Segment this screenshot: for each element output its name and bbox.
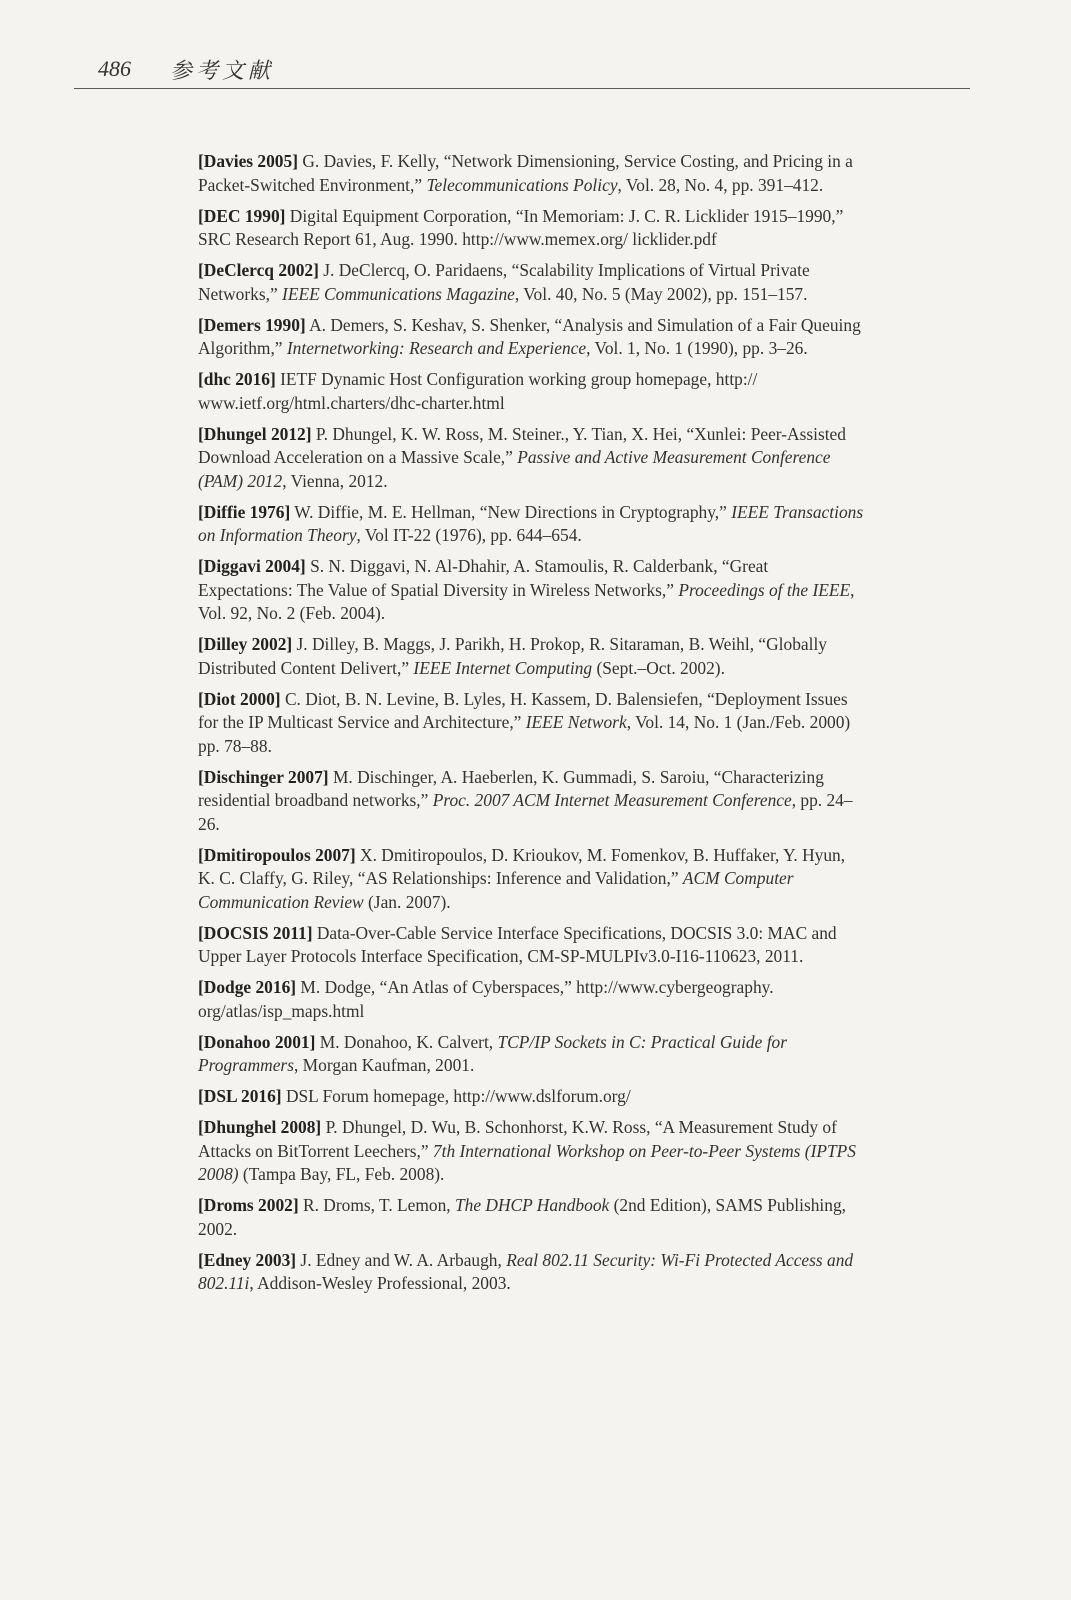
- reference-text-segment: C. Diot, B. N. Levine, B. Lyles, H. Kassem, D. Balensiefen, “Deployment Issues for the IP Multicast Service and Architecture,”: [198, 688, 848, 732]
- reference-italic-title: IEEE Communications Magazine: [282, 283, 515, 304]
- reference-italic-title: Internetworking: Research and Experience: [286, 338, 587, 358]
- reference-entry: [198, 1249, 866, 1296]
- reference-entry: [198, 688, 866, 759]
- reference-text-segment: , Morgan Kaufman, 2001.: [293, 1055, 475, 1075]
- reference-text-segment: X. Dmitiropoulos, D. Krioukov, M. Fomenkov, B. Huffaker, Y. Hyun, K. C. Claffy, G. Riley, “AS Relationships: Inference and Validation,”: [198, 844, 846, 888]
- reference-entry: [198, 1031, 866, 1078]
- reference-text-segment: (2nd Edition), SAMS Publishing, 2002.: [198, 1195, 846, 1239]
- reference-text-segment: P. Dhungel, K. W. Ross, M. Steiner., Y. Tian, X. Hei, “Xunlei: Peer-Assisted Download Acceleration on a Massive Scale,”: [198, 423, 846, 467]
- reference-text-segment: J. DeClercq, O. Paridaens, “Scalability Implications of Virtual Private Networks,”: [198, 260, 810, 304]
- reference-text: [198, 689, 850, 756]
- reference-text-segment: P. Dhungel, D. Wu, B. Schonhorst, K.W. Ross, “A Measurement Study of Attacks on BitTorrent Leechers,”: [198, 1117, 837, 1161]
- reference-text: [198, 369, 757, 413]
- reference-key: [Dodge 2016]: [198, 977, 297, 997]
- reference-entry: [198, 205, 866, 252]
- reference-text-segment: , Vol. 14, No. 1 (Jan./Feb. 2000) pp. 78–88.: [198, 712, 851, 756]
- reference-entry: [198, 1116, 866, 1187]
- reference-key: [Diffie 1976]: [198, 501, 291, 522]
- reference-italic-title: The DHCP Handbook: [454, 1195, 610, 1215]
- reference-text-segment: DSL Forum homepage, http://www.dslforum.org/: [281, 1086, 631, 1106]
- reference-italic-title: Real 802.11 Security: Wi-Fi Protected Access and 802.11i: [198, 1249, 854, 1293]
- reference-entry: [198, 423, 866, 494]
- reference-key: [Dmitiropoulos 2007]: [198, 844, 356, 865]
- reference-entry: [198, 633, 866, 680]
- page-header: [74, 52, 970, 89]
- reference-italic-title: ACM Computer Communication Review: [198, 868, 794, 912]
- reference-list: [198, 150, 866, 1303]
- reference-entry: [198, 368, 866, 415]
- reference-italic-title: Proc. 2007 ACM Internet Measurement Conference: [432, 790, 792, 810]
- reference-text-segment: (Jan. 2007).: [363, 891, 451, 912]
- reference-key: [Edney 2003]: [198, 1249, 297, 1270]
- reference-text-segment: J. Dilley, B. Maggs, J. Parikh, H. Prokop, R. Sitaraman, B. Weihl, “Globally Distributed Content Delivert,”: [198, 634, 827, 678]
- reference-text-segment: , Vol. 1, No. 1 (1990), pp. 3–26.: [586, 338, 808, 358]
- page-number: 486: [98, 56, 131, 81]
- reference-entry: [198, 259, 866, 306]
- reference-entry: [198, 555, 866, 626]
- running-title: 参考文献: [170, 59, 275, 84]
- reference-italic-title: Passive and Active Measurement Conference (PAM) 2012: [198, 447, 831, 491]
- reference-entry: [198, 150, 866, 197]
- reference-text-segment: , Vol. 92, No. 2 (Feb. 2004).: [198, 579, 855, 623]
- reference-italic-title: TCP/IP Sockets in C: Practical Guide for Programmers: [198, 1031, 787, 1075]
- reference-text-segment: , pp. 24–26.: [198, 790, 853, 834]
- reference-entry: [198, 1194, 866, 1241]
- reference-italic-title: Proceedings of the IEEE: [678, 579, 851, 600]
- reference-entry: [198, 501, 866, 548]
- reference-text-segment: , Vol. 40, No. 5 (May 2002), pp. 151–157.: [514, 283, 808, 304]
- reference-text-segment: , Vienna, 2012.: [282, 470, 388, 491]
- reference-text: [198, 634, 827, 678]
- reference-text-segment: Data-Over-Cable Service Interface Specifications, DOCSIS 3.0: MAC and Upper Layer Protocols Interface Specification, CM-SP-MULPIv3.0-I16-110623, 2011.: [198, 922, 837, 966]
- reference-key: [Diot 2000]: [198, 688, 281, 709]
- reference-italic-title: IEEE Internet Computing: [413, 657, 593, 678]
- reference-key: [DeClercq 2002]: [198, 260, 319, 280]
- reference-key: [DOCSIS 2011]: [198, 922, 313, 943]
- reference-text-segment: G. Davies, F. Kelly, “Network Dimensioning, Service Costing, and Pricing in a Packet-Switched Environment,”: [198, 151, 853, 195]
- reference-text-segment: S. N. Diggavi, N. Al-Dhahir, A. Stamoulis, R. Calderbank, “Great Expectations: The Value of Spatial Diversity in Wireless Networks,”: [198, 556, 769, 600]
- reference-text-segment: , Vol IT-22 (1976), pp. 644–654.: [356, 525, 582, 545]
- reference-italic-title: IEEE Network: [525, 712, 627, 732]
- reference-text-segment: (Sept.–Oct. 2002).: [592, 657, 725, 678]
- reference-text-segment: M. Dischinger, A. Haeberlen, K. Gummadi, S. Saroiu, “Characterizing residential broadband networks,”: [198, 766, 824, 810]
- reference-text-segment: , Vol. 28, No. 4, pp. 391–412.: [617, 174, 824, 195]
- reference-text-segment: R. Droms, T. Lemon,: [298, 1195, 455, 1215]
- reference-text: [198, 206, 843, 250]
- reference-key: [DSL 2016]: [198, 1086, 282, 1106]
- reference-key: [Dischinger 2007]: [198, 766, 329, 787]
- reference-text: [282, 1086, 631, 1106]
- reference-key: [Droms 2002]: [198, 1195, 299, 1215]
- reference-text-segment: Digital Equipment Corporation, “In Memoriam: J. C. R. Licklider 1915–1990,” SRC Research Report 61, Aug. 1990. http://www.memex.org/ licklider.pdf: [198, 205, 844, 249]
- reference-entry: [198, 976, 866, 1023]
- reference-italic-title: Telecommunications Policy: [426, 174, 618, 195]
- reference-key: [Dhungel 2012]: [198, 423, 312, 444]
- reference-key: [Dilley 2002]: [198, 634, 293, 654]
- reference-text-segment: M. Donahoo, K. Calvert,: [315, 1031, 498, 1052]
- reference-text: [198, 1250, 853, 1294]
- reference-key: [dhc 2016]: [198, 369, 276, 389]
- reference-key: [DEC 1990]: [198, 205, 286, 226]
- reference-key: [Dhunghel 2008]: [198, 1117, 322, 1137]
- reference-key: [Donahoo 2001]: [198, 1031, 316, 1052]
- reference-text-segment: J. Edney and W. A. Arbaugh,: [296, 1249, 507, 1270]
- reference-entry: [198, 922, 866, 969]
- reference-text-segment: IETF Dynamic Host Configuration working group homepage, http:// www.ietf.org/html.charters/dhc-charter.html: [198, 369, 758, 413]
- reference-italic-title: 7th International Workshop on Peer-to-Peer Systems (IPTPS 2008): [198, 1140, 856, 1184]
- reference-text-segment: W. Diffie, M. E. Hellman, “New Directions in Cryptography,”: [290, 501, 732, 522]
- reference-key: [Demers 1990]: [198, 314, 306, 335]
- reference-entry: [198, 766, 866, 837]
- reference-text-segment: M. Dodge, “An Atlas of Cyberspaces,” http://www.cybergeography. org/atlas/isp_maps.html: [198, 977, 774, 1021]
- reference-entry: [198, 844, 866, 915]
- reference-entry: [198, 314, 866, 361]
- reference-italic-title: IEEE Transactions on Information Theory: [198, 501, 864, 545]
- reference-key: [Diggavi 2004]: [198, 556, 306, 576]
- reference-key: [Davies 2005]: [198, 151, 298, 171]
- reference-text-segment: A. Demers, S. Keshav, S. Shenker, “Analysis and Simulation of a Fair Queuing Algorithm,”: [198, 314, 861, 358]
- reference-text-segment: (Tampa Bay, FL, Feb. 2008).: [238, 1164, 445, 1184]
- reference-text: [198, 502, 863, 546]
- reference-entry: [198, 1085, 866, 1109]
- reference-text-segment: , Addison-Wesley Professional, 2003.: [249, 1273, 511, 1293]
